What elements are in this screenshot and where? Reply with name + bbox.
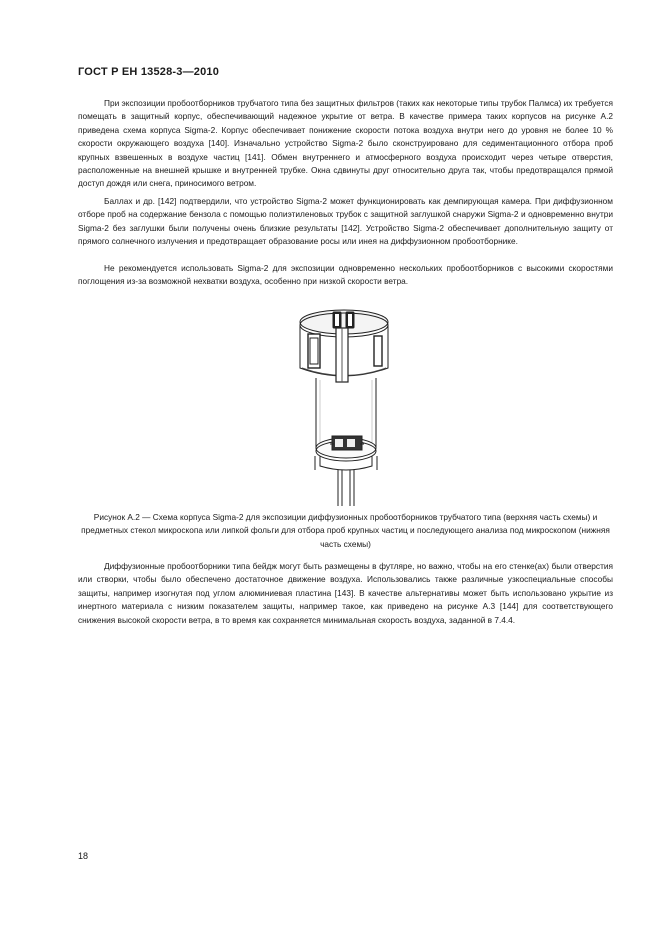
paragraph-3: Не рекомендуется использовать Sigma-2 для экспозиции одновременно нескольких пробоотборников с высокими скоростями поглощения из-за возможной нехватки воздуха, особенно при низкой скорости ветра.: [78, 263, 613, 287]
figure-caption: Рисунок А.2 — Схема корпуса Sigma-2 для экспозиции диффузионных пробоотборников трубчатого типа (верхняя часть схемы) и предметных стекол микроскопа или липкой фольги для отбора проб крупных частиц и последующего анализа под микроскопом (нижняя часть схемы): [81, 512, 610, 549]
sigma-2-housing-drawing: [288, 298, 398, 508]
document-header: ГОСТ Р ЕН 13528-3—2010: [78, 66, 220, 78]
page-number: 18: [78, 851, 89, 861]
paragraph-4: Диффузионные пробоотборники типа бейдж могут быть размещены в футляре, но важно, чтобы на его стенке(ах) были отверстия или створки, чтобы было обеспечено достаточное движение воздуха. Использовались также различные узкоспециальные способы защиты, например изогнутая под углом алюминиевая пластина [143]. В качестве альтернативы может быть использовано укрытие из инертного материала с низким показателем защиты, например такое, как приведено на рисунке А.3 [144] для соответствующего снижения высокой скорости ветра, в то время как сохраняется минимальная скорость воздуха, заданной в 7.4.4.: [78, 561, 613, 625]
paragraph-2: Баллах и др. [142] подтвердили, что устройство Sigma-2 может функционировать как демпирующая камера. При диффузионном отборе проб на содержание бензола с помощью полиэтиленовых трубок с защитной заглушкой снаружи Sigma-2 и одновременно внутри Sigma-2 без заглушки были получены очень близкие результаты [142]. Устройство Sigma-2 обеспечивает дополнительную защиту от прямого солнечного излучения и предотвращает образование росы или инея на диффузионном пробоотборнике.: [78, 196, 613, 247]
paragraph-1: При экспозиции пробоотборников трубчатого типа без защитных фильтров (таких как некоторые типы трубок Палмса) их требуется помещать в защитный корпус, обеспечивающий надежное укрытие от ветра. В качестве примера таких корпусов на рисунке А.2 приведена схема корпуса Sigma-2. Корпус обеспечивает понижение скорости потока воздуха внутри него до уровня не более 10 % скорости окружающего воздуха [140]. Изначально устройство Sigma-2 было сконструировано для седиментационного отбора проб крупных взвешенных в воздухе частиц [141]. Обмен внутреннего и атмосферного воздуха происходит через четыре отверстия, расположенные на внешней крышке и внутренней трубке. Окна сдвинуты друг относительно друга так, чтобы предотвращался прямой доступ дождя или снега, приносимого ветром.: [78, 98, 613, 189]
